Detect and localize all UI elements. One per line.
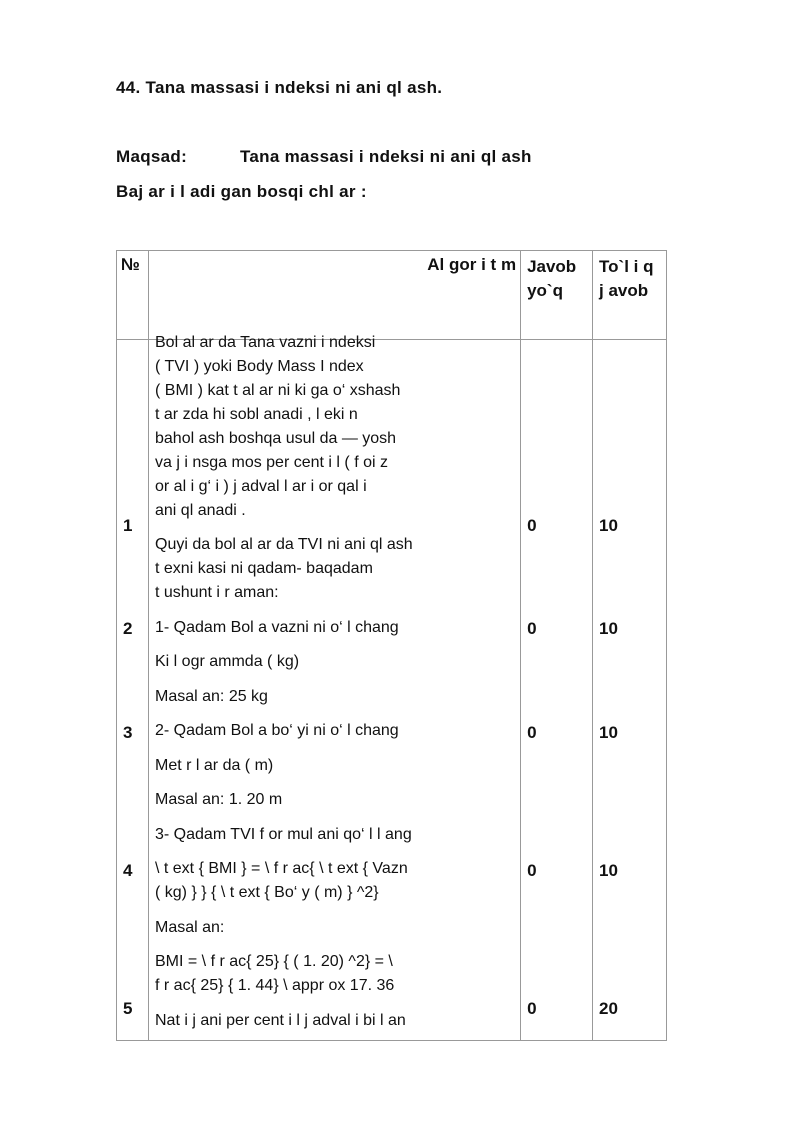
- algorithm-text-line: ani ql anadi .: [155, 502, 246, 519]
- algorithm-text-line: \ t ext { BMI } = \ f r ac{ \ t ext { Vazn: [155, 860, 408, 877]
- algorithm-text-line: Masal an: 25 kg: [155, 688, 268, 705]
- full-answer-column: [593, 340, 667, 1041]
- goal-line: [116, 147, 532, 167]
- algorithm-text-line: 2- Qadam Bol a bo‘ yi ni o‘ l chang: [155, 722, 399, 739]
- algorithm-text-line: va j i nsga mos per cent i l ( f oi z: [155, 454, 388, 471]
- header-full-answer: To`l i q j avob: [593, 251, 667, 340]
- row-number: 1: [123, 516, 133, 535]
- full-answer-value: 10: [599, 619, 618, 638]
- full-answer-value: 10: [599, 516, 618, 535]
- row-number: 4: [123, 861, 133, 880]
- goal-text: Tana massasi i ndeksi ni ani ql ash: [240, 147, 532, 166]
- algorithm-text-line: Masal an:: [155, 919, 225, 936]
- full-answer-value: 20: [599, 999, 618, 1018]
- algorithm-text-line: ( TVI ) yoki Body Mass I ndex: [155, 358, 364, 375]
- algorithm-text-line: t exni kasi ni qadam- baqadam: [155, 560, 373, 577]
- algorithm-text-line: bahol ash boshqa usul da — yosh: [155, 430, 397, 447]
- header-number: №: [117, 251, 149, 340]
- number-column: [117, 340, 149, 1041]
- header-no-answer: Javob yo`q: [521, 251, 593, 340]
- algorithm-text-line: 3- Qadam TVI f or mul ani qo‘ l l ang: [155, 826, 412, 843]
- goal-label: Maqsad:: [116, 147, 188, 166]
- algorithm-text-line: ( kg) } } { \ t ext { Bo‘ y ( m) } ^2}: [155, 884, 379, 901]
- algorithm-text-line: t ar zda hi sobl anadi , l eki n: [155, 406, 358, 423]
- no-answer-value: 0: [527, 999, 537, 1018]
- full-answer-value: 10: [599, 861, 618, 880]
- algorithm-text-line: 1- Qadam Bol a vazni ni o‘ l chang: [155, 619, 399, 636]
- no-answer-column: [521, 340, 593, 1041]
- steps-heading: Baj ar i l adi gan bosqi chl ar :: [116, 182, 367, 201]
- algorithm-text-line: Ki l ogr ammda ( kg): [155, 653, 300, 670]
- algorithm-text-line: ( BMI ) kat t al ar ni ki ga o‘ xshash: [155, 382, 401, 399]
- algorithm-text-line: BMI = \ f r ac{ 25} { ( 1. 20) ^2} = \: [155, 953, 393, 970]
- full-answer-value: 10: [599, 723, 618, 742]
- algorithm-text-line: Met r l ar da ( m): [155, 757, 274, 774]
- row-number: 2: [123, 619, 133, 638]
- algorithm-text-line: f r ac{ 25} { 1. 44} \ appr ox 17. 36: [155, 977, 395, 994]
- algorithm-text-line: Nat i j ani per cent i l j adval i bi l an: [155, 1012, 406, 1029]
- row-number: 5: [123, 999, 133, 1018]
- header-algorithm: Al gor i t m: [148, 251, 520, 340]
- row-number: 3: [123, 723, 133, 742]
- algorithm-text-line: or al i g‘ i ) j adval l ar i or qal i: [155, 478, 367, 495]
- algorithm-text-line: Quyi da bol al ar da TVI ni ani ql ash: [155, 536, 413, 553]
- no-answer-value: 0: [527, 861, 537, 880]
- no-answer-value: 0: [527, 723, 537, 742]
- algorithm-text-line: Masal an: 1. 20 m: [155, 791, 283, 808]
- algorithm-text-line: t ushunt i r aman:: [155, 584, 279, 601]
- no-answer-value: 0: [527, 619, 537, 638]
- table-header-row: [117, 251, 667, 340]
- algorithm-text-line: Bol al ar da Tana vazni i ndeksi: [155, 334, 376, 351]
- no-answer-value: 0: [527, 516, 537, 535]
- document-title: 44. Tana massasi i ndeksi ni ani ql ash.: [116, 78, 443, 97]
